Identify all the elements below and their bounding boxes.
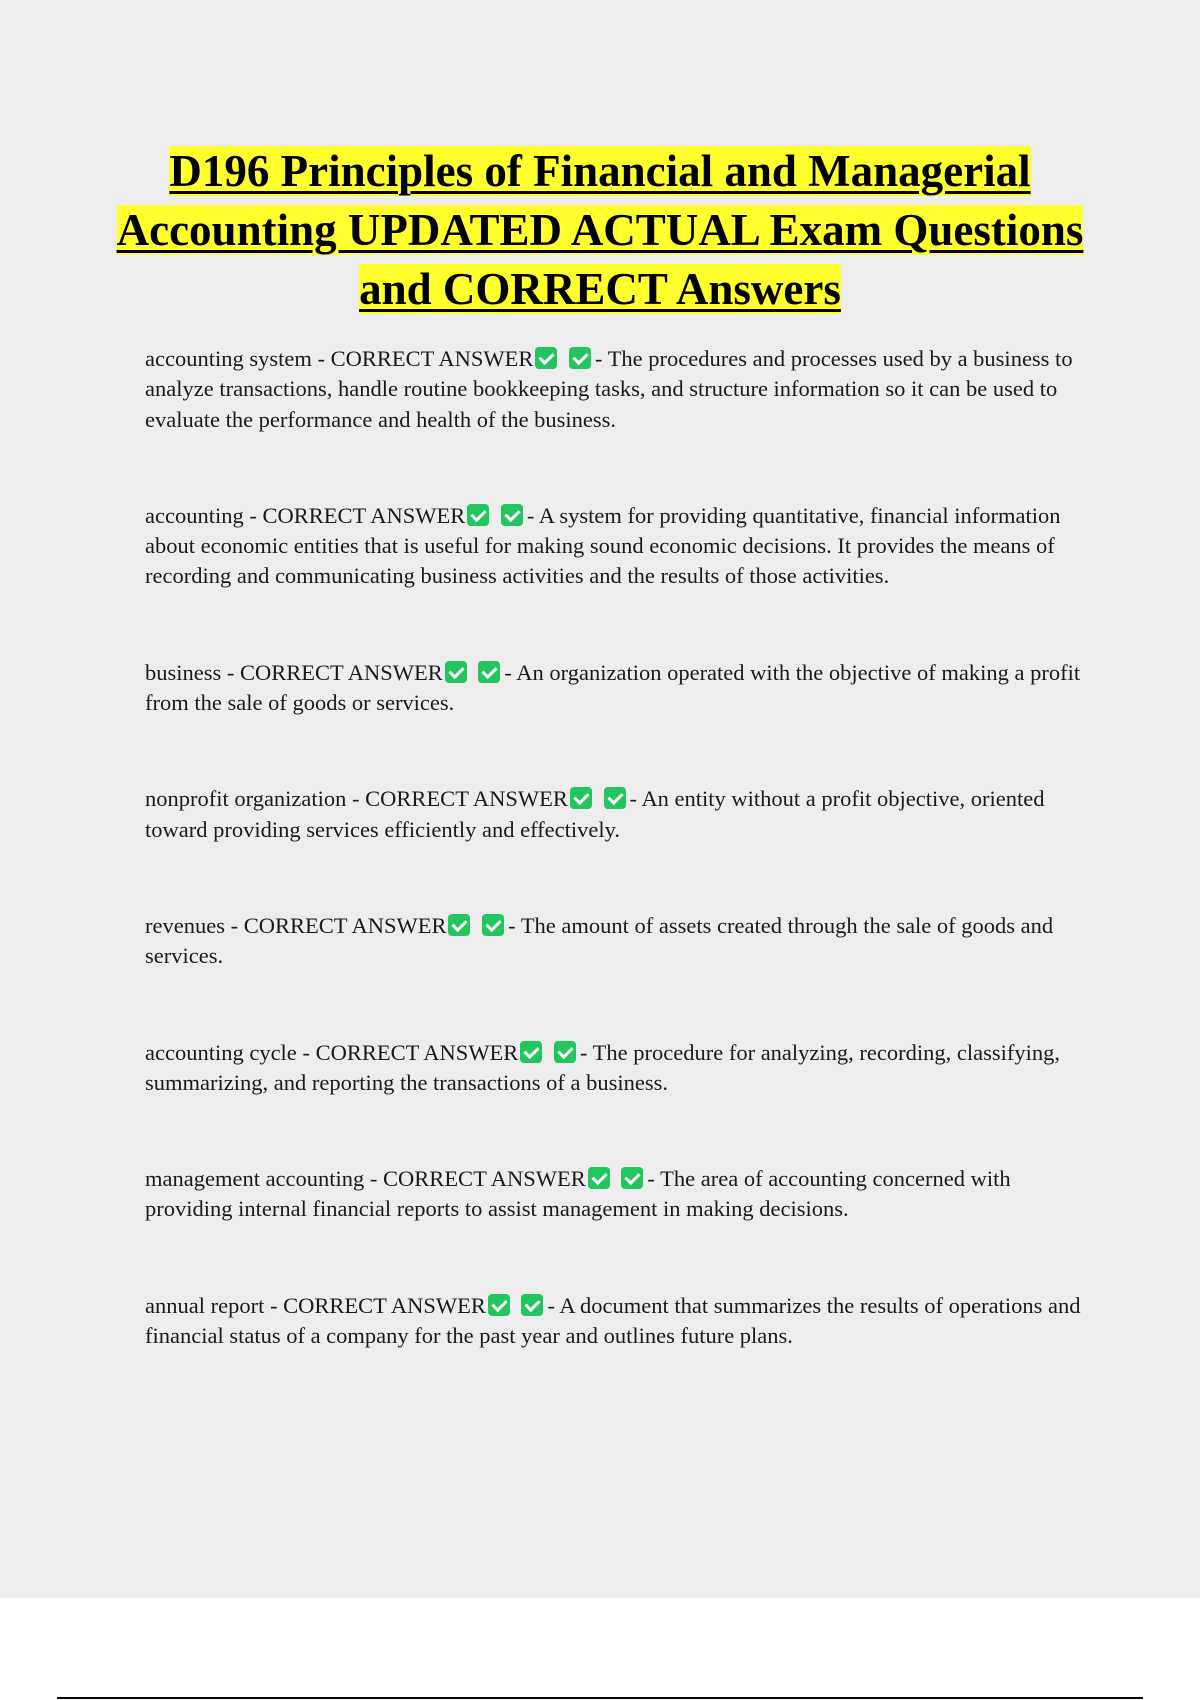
definition: An organization operated with the objective of making a profit from the sale of goods or services. bbox=[145, 659, 1081, 716]
check-box-icon bbox=[467, 504, 489, 526]
definition: The procedure for analyzing, recording, classifying, summarizing, and reporting the transactions of a business. bbox=[145, 1039, 1060, 1095]
list-item: accounting system - CORRECT ANSWER - The procedures and processes used by a business to analyze transactions, handle routine bookkeeping tasks, and structure information so it can be used to evaluate the performance and health of the business. bbox=[145, 346, 1073, 432]
answer-marker: CORRECT ANSWER bbox=[243, 912, 447, 938]
definition: The area of accounting concerned with providing internal financial reports to assist management in making decisions. bbox=[145, 1166, 1011, 1222]
list-item: revenues - CORRECT ANSWER - The amount of assets created through the sale of goods and services. bbox=[145, 912, 1054, 969]
list-item: accounting cycle - CORRECT ANSWER - The procedure for analyzing, recording, classifying, summarizing, and reporting the transactions of a business. bbox=[145, 1039, 1060, 1095]
check-box-icon bbox=[501, 504, 523, 526]
check-box-icon bbox=[448, 914, 470, 936]
answer-marker: CORRECT ANSWER bbox=[315, 1039, 519, 1065]
check-box-icon bbox=[588, 1167, 610, 1189]
answer-marker: CORRECT ANSWER bbox=[365, 786, 568, 812]
check-box-icon bbox=[621, 1167, 643, 1189]
check-box-icon bbox=[535, 347, 557, 369]
footer-divider bbox=[57, 1697, 1143, 1699]
answer-marker: CORRECT ANSWER bbox=[283, 1292, 486, 1318]
definition: An entity without a profit objective, oriented toward providing services efficiently and effectively. bbox=[145, 786, 1045, 842]
list-item: management accounting - CORRECT ANSWER - The area of accounting concerned with providing internal financial reports to assist management in making decisions. bbox=[145, 1166, 1011, 1222]
document-title bbox=[100, 142, 1100, 319]
check-box-icon bbox=[569, 347, 591, 369]
term: revenues bbox=[145, 912, 225, 938]
term: annual report bbox=[145, 1292, 265, 1318]
list-item: accounting - CORRECT ANSWER - A system for providing quantitative, financial information about economic entities that is useful for making sound economic decisions. It provides the means of recording and communicating business activities and the results of those activities. bbox=[145, 502, 1061, 589]
term: management accounting bbox=[145, 1166, 365, 1192]
term: accounting bbox=[145, 502, 244, 528]
definition: A system for providing quantitative, financial information about economic entities that is useful for making sound economic decisions. It provides the means of recording and communicating business activities and the results of those activities. bbox=[145, 502, 1061, 589]
check-box-icon bbox=[554, 1041, 576, 1063]
answer-marker: CORRECT ANSWER bbox=[262, 502, 466, 528]
term: accounting cycle bbox=[145, 1039, 297, 1065]
answer-marker: CORRECT ANSWER bbox=[240, 659, 443, 685]
check-box-icon bbox=[570, 787, 592, 809]
check-box-icon bbox=[482, 914, 504, 936]
entry-list bbox=[145, 344, 1085, 1351]
list-item: business - CORRECT ANSWER - An organization operated with the objective of making a profit from the sale of goods or services. bbox=[145, 659, 1081, 716]
title-text: D196 Principles of Financial and Managerial Accounting UPDATED ACTUAL Exam Questions and CORRECT Answers bbox=[116, 146, 1084, 314]
term: nonprofit organization bbox=[145, 786, 347, 812]
check-box-icon bbox=[520, 1041, 542, 1063]
check-box-icon bbox=[478, 661, 500, 683]
term: business bbox=[145, 659, 222, 685]
check-box-icon bbox=[604, 787, 626, 809]
list-item: annual report - CORRECT ANSWER - A document that summarizes the results of operations and financial status of a company for the past year and outlines future plans. bbox=[145, 1292, 1081, 1349]
answer-marker: CORRECT ANSWER bbox=[330, 346, 534, 371]
definition: A document that summarizes the results of operations and financial status of a company for the past year and outlines future plans. bbox=[145, 1292, 1081, 1349]
answer-marker: CORRECT ANSWER bbox=[383, 1166, 586, 1192]
term: accounting system bbox=[145, 346, 312, 371]
check-box-icon bbox=[445, 661, 467, 683]
definition: The amount of assets created through the sale of goods and services. bbox=[145, 912, 1054, 969]
definition: The procedures and processes used by a business to analyze transactions, handle routine bookkeeping tasks, and structure information so it can be used to evaluate the performance and health of the business. bbox=[145, 346, 1073, 432]
list-item: nonprofit organization - CORRECT ANSWER - An entity without a profit objective, oriented toward providing services efficiently and effectively. bbox=[145, 786, 1045, 842]
check-box-icon bbox=[488, 1294, 510, 1316]
check-box-icon bbox=[521, 1294, 543, 1316]
